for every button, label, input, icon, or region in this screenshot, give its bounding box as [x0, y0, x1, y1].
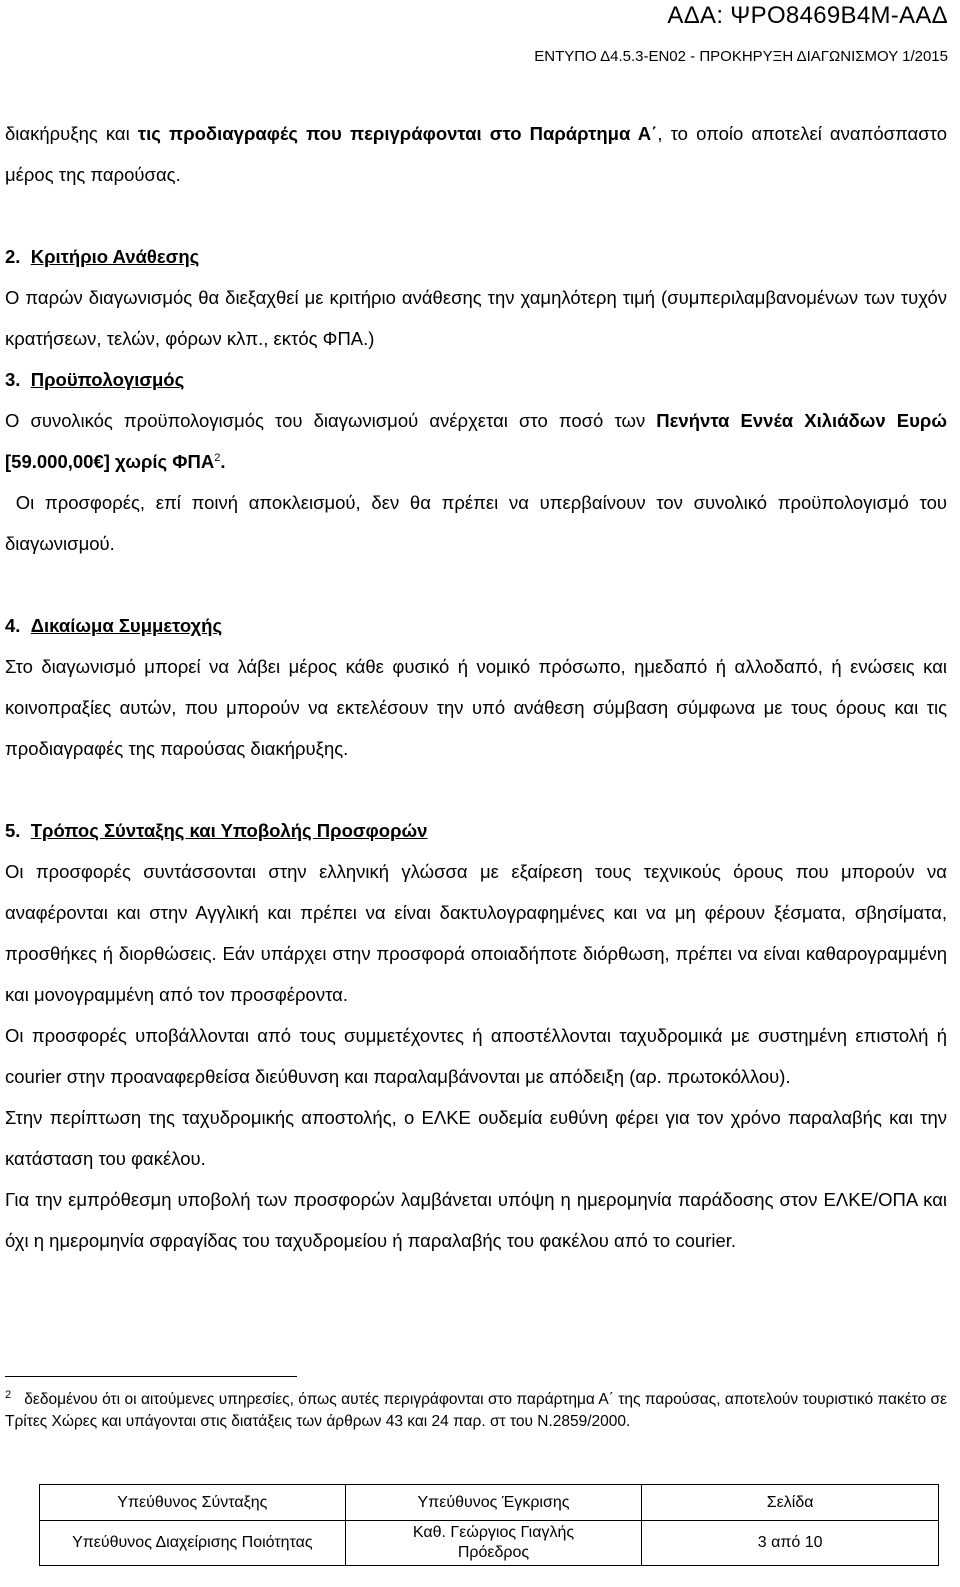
approver-heading: Υπεύθυνος Έγκρισης [345, 1485, 642, 1521]
section-2-title: Κριτήριο Ανάθεσης [30, 246, 200, 267]
section-3-text: Ο συνολικός προϋπολογισμός του διαγωνισμού ανέρχεται στο ποσό των [5, 410, 657, 431]
intro-pre: διακήρυξης και [5, 123, 138, 144]
section-5-paragraph-1: Οι προσφορές συντάσσονται στην ελληνική γλώσσα με εξαίρεση τους τεχνικούς όρους που μπορούν να αναφέρονται και στην Αγγλική και πρέπει να είναι δακτυλογραφημένες και να μη φέρουν ξέσματα, σβησίματα, προσθήκες ή διορθώσεις. Εάν υπάρχει στην προσφορά οποιαδήποτε διόρθωση, πρέπει να είναι καθαρογραμμένη και μονογραμμένη από τον προσφέροντα. [5, 861, 947, 1005]
page-heading: Σελίδα [642, 1485, 939, 1521]
section-4-text: Στο διαγωνισμό μπορεί να λάβει μέρος κάθε φυσικό ή νομικό πρόσωπο, ημεδαπό ή αλλοδαπό, ή ενώσεις και κοινοπραξίες αυτών, που μπορούν να εκτελέσουν την υπό ανάθεση σύμβαση σύμφωνα με τους όρους και τις προδιαγραφές της παρούσας διακήρυξης. [5, 656, 947, 759]
footnote-text: δεδομένου ότι οι αιτούμενες υπηρεσίες, όπως αυτές περιγράφονται στο παράρτημα Α΄ της παρούσας, αποτελούν τουριστικό πακέτο σε Τρίτες Χώρες και υπάγονται στις διατάξεις των άρθρων 43 και 24 παρ. στ του Ν.2859/2000. [5, 1391, 947, 1430]
section-3-text-2: Οι προσφορές, επί ποινή αποκλεισμού, δεν θα πρέπει να υπερβαίνουν τον συνολικό προϋπολογισμό του διαγωνισμού. [5, 492, 948, 554]
section-3-paragraph-2 [5, 482, 947, 564]
section-2-heading: 2. Κριτήριο Ανάθεσης [5, 246, 200, 267]
intro-paragraph [5, 113, 947, 195]
section-3-heading: 3. Προϋπολογισμός [5, 369, 185, 390]
section-5-heading: 5. Τρόπος Σύνταξης και Υποβολής Προσφορών [5, 820, 428, 841]
section-5-paragraph-3: Στην περίπτωση της ταχυδρομικής αποστολής, ο ΕΛΚΕ ουδεμία ευθύνη φέρει για τον χρόνο παραλαβής και την κατάσταση του φακέλου. [5, 1107, 947, 1169]
section-4-title: Δικαίωμα Συμμετοχής [30, 615, 223, 636]
footnote-number: 2 [5, 1388, 12, 1401]
section-5-paragraph-4: Για την εμπρόθεσμη υποβολή των προσφορών λαμβάνεται υπόψη η ημερομηνία παράδοσης στον ΕΛΚΕ/ΟΠΑ και όχι η ημερομηνία σφραγίδας του ταχυδρομείου ή παραλαβής του φακέλου από το courier. [5, 1189, 947, 1251]
section-5-paragraph-2: Οι προσφορές υποβάλλονται από τους συμμετέχοντες ή αποστέλλονται ταχυδρομικά με συστημένη επιστολή ή courier στην προαναφερθείσα διεύθυνση και παραλαμβάνονται με απόδειξη (αρ. πρωτοκόλλου). [5, 1025, 947, 1087]
form-code: ΕΝΤΥΠΟ Δ4.5.3-ΕΝ02 - ΠΡΟΚΗΡΥΞΗ ΔΙΑΓΩΝΙΣΜΟΥ 1/2015 [534, 48, 948, 65]
section-4-heading: 4. Δικαίωμα Συμμετοχής [5, 615, 223, 636]
section-5-title: Τρόπος Σύνταξης και Υποβολής Προσφορών [30, 820, 428, 841]
approver-value [345, 1521, 642, 1566]
footnote-separator [5, 1376, 297, 1377]
approver-role: Πρόεδρος [457, 1544, 530, 1561]
approver-name: Καθ. Γεώργιος Γιαγλής [412, 1524, 575, 1541]
section-3-title: Προϋπολογισμός [30, 369, 185, 390]
section-2-text: Ο παρών διαγωνισμός θα διεξαχθεί με κριτήριο ανάθεσης την χαμηλότερη τιμή (συμπεριλαμβανομένων των τυχόν κρατήσεων, τελών, φόρων κλπ., εκτός ΦΠΑ.) [5, 287, 947, 349]
section-2 [5, 236, 947, 359]
section-3: 3. Προϋπολογισμός Ο συνολικός προϋπολογισμός του διαγωνισμού ανέρχεται στο ποσό των Πενήντα Εννέα Χιλιάδων Ευρώ [59.000,00€] χωρίς ΦΠΑ$^2$. [5, 369, 947, 472]
footnote-ref: 2 [214, 451, 221, 464]
author-value: Υπεύθυνος Διαχείρισης Ποιότητας [40, 1521, 346, 1566]
approval-footer-table [39, 1484, 939, 1566]
budget-amount: Πενήντα Εννέα Χιλιάδων Ευρώ [59.000,00€] χωρίς ΦΠΑ [5, 410, 947, 472]
ada-code: ΑΔΑ: ΨΡΟ8469Β4Μ-ΑΑΔ [667, 2, 948, 29]
section-5 [5, 810, 947, 1261]
intro-bold: τις προδιαγραφές που περιγράφονται στο Παράρτημα Α΄ [137, 123, 658, 144]
footnote [5, 1389, 947, 1433]
page-number: 3 από 10 [642, 1521, 939, 1566]
section-4 [5, 605, 947, 769]
intro-post: , το οποίο αποτελεί αναπόσπαστο μέρος της παρούσας. [5, 123, 947, 185]
author-heading: Υπεύθυνος Σύνταξης [40, 1485, 346, 1521]
